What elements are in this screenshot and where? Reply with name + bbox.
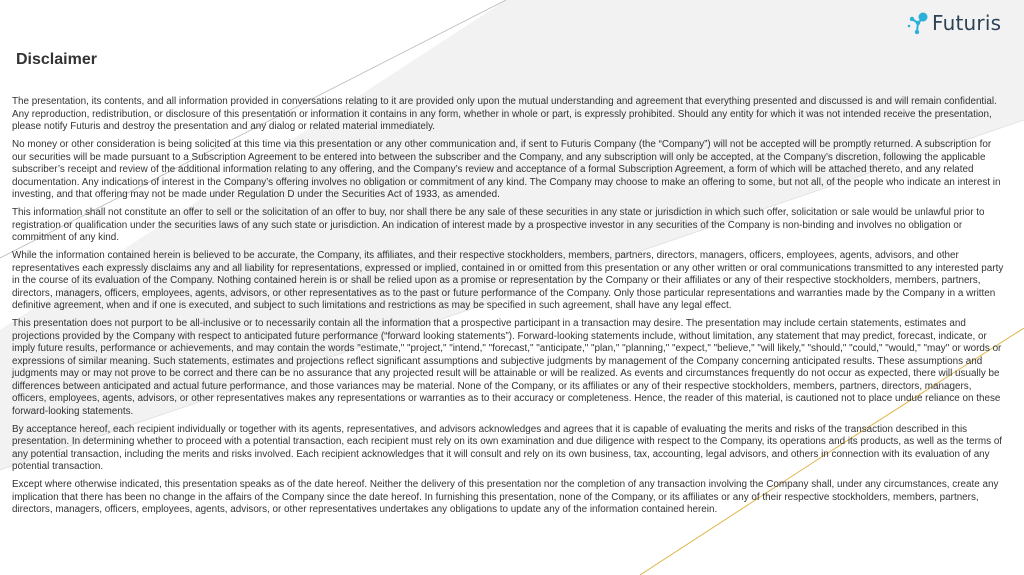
disclaimer-paragraph: No money or other consideration is being solicited at this time via this presentation or any other communication and, if sent to Futuris Company (the “Company”) will not be accepted will be promptly returned. A subscription for our securities will be made pursuant to a Subscription Agreement to be entered into between the subscriber and the Company, and any subscription will only be accepted, at the Company’s discretion, following the applicable subscriber’s receipt and review of the additional information relating to any offering, and the Company’s review and acceptance of a formal Subscription Agreement, a form of which will be attached thereto, and any related documentation. Any indications of interest in the Company’s offering involves no obligation or commitment of any kind. The Company may choose to make an offering to some, but not all, of the people who indicate an interest in investing, and that offering may not be made under Regulation D under the Securities Act of 1933, as amended. bbox=[12, 139, 1001, 200]
logo-text: Futuris bbox=[932, 11, 1002, 35]
disclaimer-body bbox=[12, 96, 1008, 522]
disclaimer-paragraph: By acceptance hereof, each recipient individually or together with its agents, representatives, and advisors acknowledges and agrees that it is capable of evaluating the merits and risks of the transaction described in this presentation. In determining whether to proceed with a potential transaction, each recipient must rely on its own examination and due diligence with respect to the Company, its operations and its products, as well as the terms of any potential transaction, including the merits and risks involved. Each recipient acknowledges that it will consult and rely on its own business, tax, accounting, legal advisors, and others in connection with its evaluation of any potential transaction. bbox=[12, 423, 1003, 472]
disclaimer-paragraph: This information shall not constitute an offer to sell or the solicitation of an offer to buy, nor shall there be any sale of these securities in any state or jurisdiction in which such offer, solicitation or sale would be unlawful prior to registration or qualification under the securities laws of any such state or jurisdiction. An indication of interest made by a prospective investor in any securities of the Company is non-binding and involves no obligation or commitment of any kind. bbox=[12, 207, 985, 243]
disclaimer-paragraph: Except where otherwise indicated, this presentation speaks as of the date hereof. Neither the delivery of this presentation nor the completion of any transaction involving the Company shall, under any circumstances, create any implication that there has been no change in the affairs of the Company since the date hereof. In furnishing this presentation, none of the Company, or its affiliates or any of their respective stockholders, members, partners, directors, managers, officers, employees, agents, advisors, or other representatives undertakes any obligations to update any of the information contained herein. bbox=[12, 479, 999, 515]
disclaimer-paragraph: The presentation, its contents, and all information provided in conversations relating to it are provided only upon the mutual understanding and agreement that everything presented and discussed is and will remain confidential. Any reproduction, redistribution, or disclosure of this presentation or information it contains in any form, whether in whole or part, is expressly prohibited. Should any entity for which it was not intended receive the presentation, please notify Futuris and destroy the presentation and any dialog or related material immediately. bbox=[12, 96, 997, 132]
molecule-icon bbox=[906, 10, 930, 36]
disclaimer-paragraph: While the information contained herein is believed to be accurate, the Company, its affiliates, and their respective stockholders, members, partners, directors, managers, officers, employees, agents, advisors, and other representatives each expressly disclaims any and all liability for representations, expressed or implied, contained in or omitted from this presentation or any other written or oral communications transmitted to any interested party in the course of its evaluation of the Company. Nothing contained herein is or shall be relied upon as a promise or representation by the Company or their affiliates or any of their respective stockholders, members, partners, directors, managers, officers, employees, agents, advisors, or other representatives as to the past or future performance of the Company. Only those particular representations and warranties made by the Company in a written definitive agreement, when and if one is executed, and subject to such limitations and restrictions as may be specified in such agreement, shall have any legal effect. bbox=[12, 250, 1004, 311]
disclaimer-paragraph: This presentation does not purport to be all-inclusive or to necessarily contain all the information that a prospective participant in a transaction may desire. The presentation may include certain statements, estimates and projections provided by the Company with respect to anticipated future performance (“forward looking statements”). Forward-looking statements include, without limitation, any statement that may predict, forecast, indicate, or imply future results, performance or achievements, and may contain the words "estimate," "project," "intend," "forecast," "anticipate," "plan," "planning," "expect," "believe," "will likely," "should," "could," "would," "may" or words or expressions of similar meaning. Such statements, estimates and projections reflect significant assumptions and subjective judgments by management of the Company concerning anticipated results. These assumptions and judgments may or may not prove to be correct and there can be no assurance that any projected result will be attainable or will be realized. As events and circumstances frequently do not occur as expected, there will usually be differences between anticipated and actual future performance, and those variances may be material. None of the Company, or its affiliates or any of their respective stockholders, members, partners, directors, managers, officers, employees, agents, advisors, or other representatives makes any representations or warranties as to their accuracy or completeness. Hence, the reader of this material, is cautioned not to place undue reliance on these forward-looking statements. bbox=[12, 318, 1002, 417]
page-title: Disclaimer bbox=[16, 51, 97, 68]
futuris-logo bbox=[906, 8, 1016, 38]
